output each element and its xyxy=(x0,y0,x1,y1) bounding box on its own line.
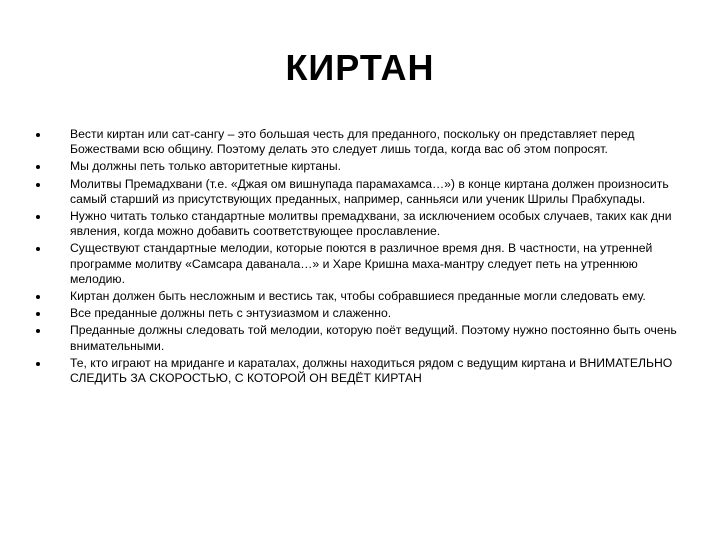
bullet-list xyxy=(36,127,686,388)
slide-title xyxy=(0,44,720,92)
bullet-item xyxy=(36,241,686,287)
bullet-item xyxy=(36,159,686,174)
bullet-item xyxy=(36,289,686,304)
bullet-item xyxy=(36,356,686,386)
bullet-text: Существуют стандартные мелодии, которые поются в различное время дня. В частности, на утренней программе молитву «Самсара даванала…» и Харе Кришна маха-мантру следует петь на утреннюю мелодию. xyxy=(70,241,653,286)
bullet-dot-icon xyxy=(36,312,40,316)
bullet-dot-icon xyxy=(36,247,40,251)
bullet-item xyxy=(36,209,686,239)
bullet-item xyxy=(36,177,686,207)
bullet-item xyxy=(36,323,686,353)
bullet-text: Киртан должен быть несложным и вестись так, чтобы собравшиеся преданные могли следовать ему. xyxy=(70,289,646,304)
bullet-item xyxy=(36,306,686,321)
bullet-dot-icon xyxy=(36,165,40,169)
bullet-text: Те, кто играют на мриданге и караталах, должны находиться рядом с ведущим киртана и ВНИМАТЕЛЬНО СЛЕДИТЬ ЗА СКОРОСТЬЮ, С КОТОРОЙ ОН ВЕДЁТ КИРТАН xyxy=(70,355,673,386)
bullet-text: Молитвы Премадхвани (т.е. «Джая ом вишнупада парамахамса…») в конце киртана должен произносить самый старший из присутствующих преданных, например, санньяси или ученик Шрилы Прабхупады. xyxy=(70,176,669,206)
slide-title-text: КИРТАН xyxy=(285,47,435,88)
bullet-text: Вести киртан или сат-сангу – это большая честь для преданного, поскольку он представляет перед Божествами всю общину. Поэтому делать это следует лишь тогда, когда вас об этом попросят. xyxy=(70,127,635,157)
bullet-item xyxy=(36,127,686,157)
bullet-dot-icon xyxy=(36,215,40,219)
bullet-text: Мы должны петь только авторитетные киртаны. xyxy=(70,159,341,174)
bullet-text: Нужно читать только стандартные молитвы премадхвани, за исключением особых случаев, таких как дни явления, когда можно добавить соответствующее прославление. xyxy=(70,209,672,239)
bullet-dot-icon xyxy=(36,295,40,299)
bullet-dot-icon xyxy=(36,329,40,333)
bullet-dot-icon xyxy=(36,183,40,187)
bullet-text: Преданные должны следовать той мелодии, которую поёт ведущий. Поэтому нужно постоянно быть очень внимательными. xyxy=(70,323,677,353)
bullet-dot-icon xyxy=(36,362,40,366)
bullet-dot-icon xyxy=(36,133,40,137)
bullet-text: Все преданные должны петь с энтузиазмом и слаженно. xyxy=(70,306,392,321)
